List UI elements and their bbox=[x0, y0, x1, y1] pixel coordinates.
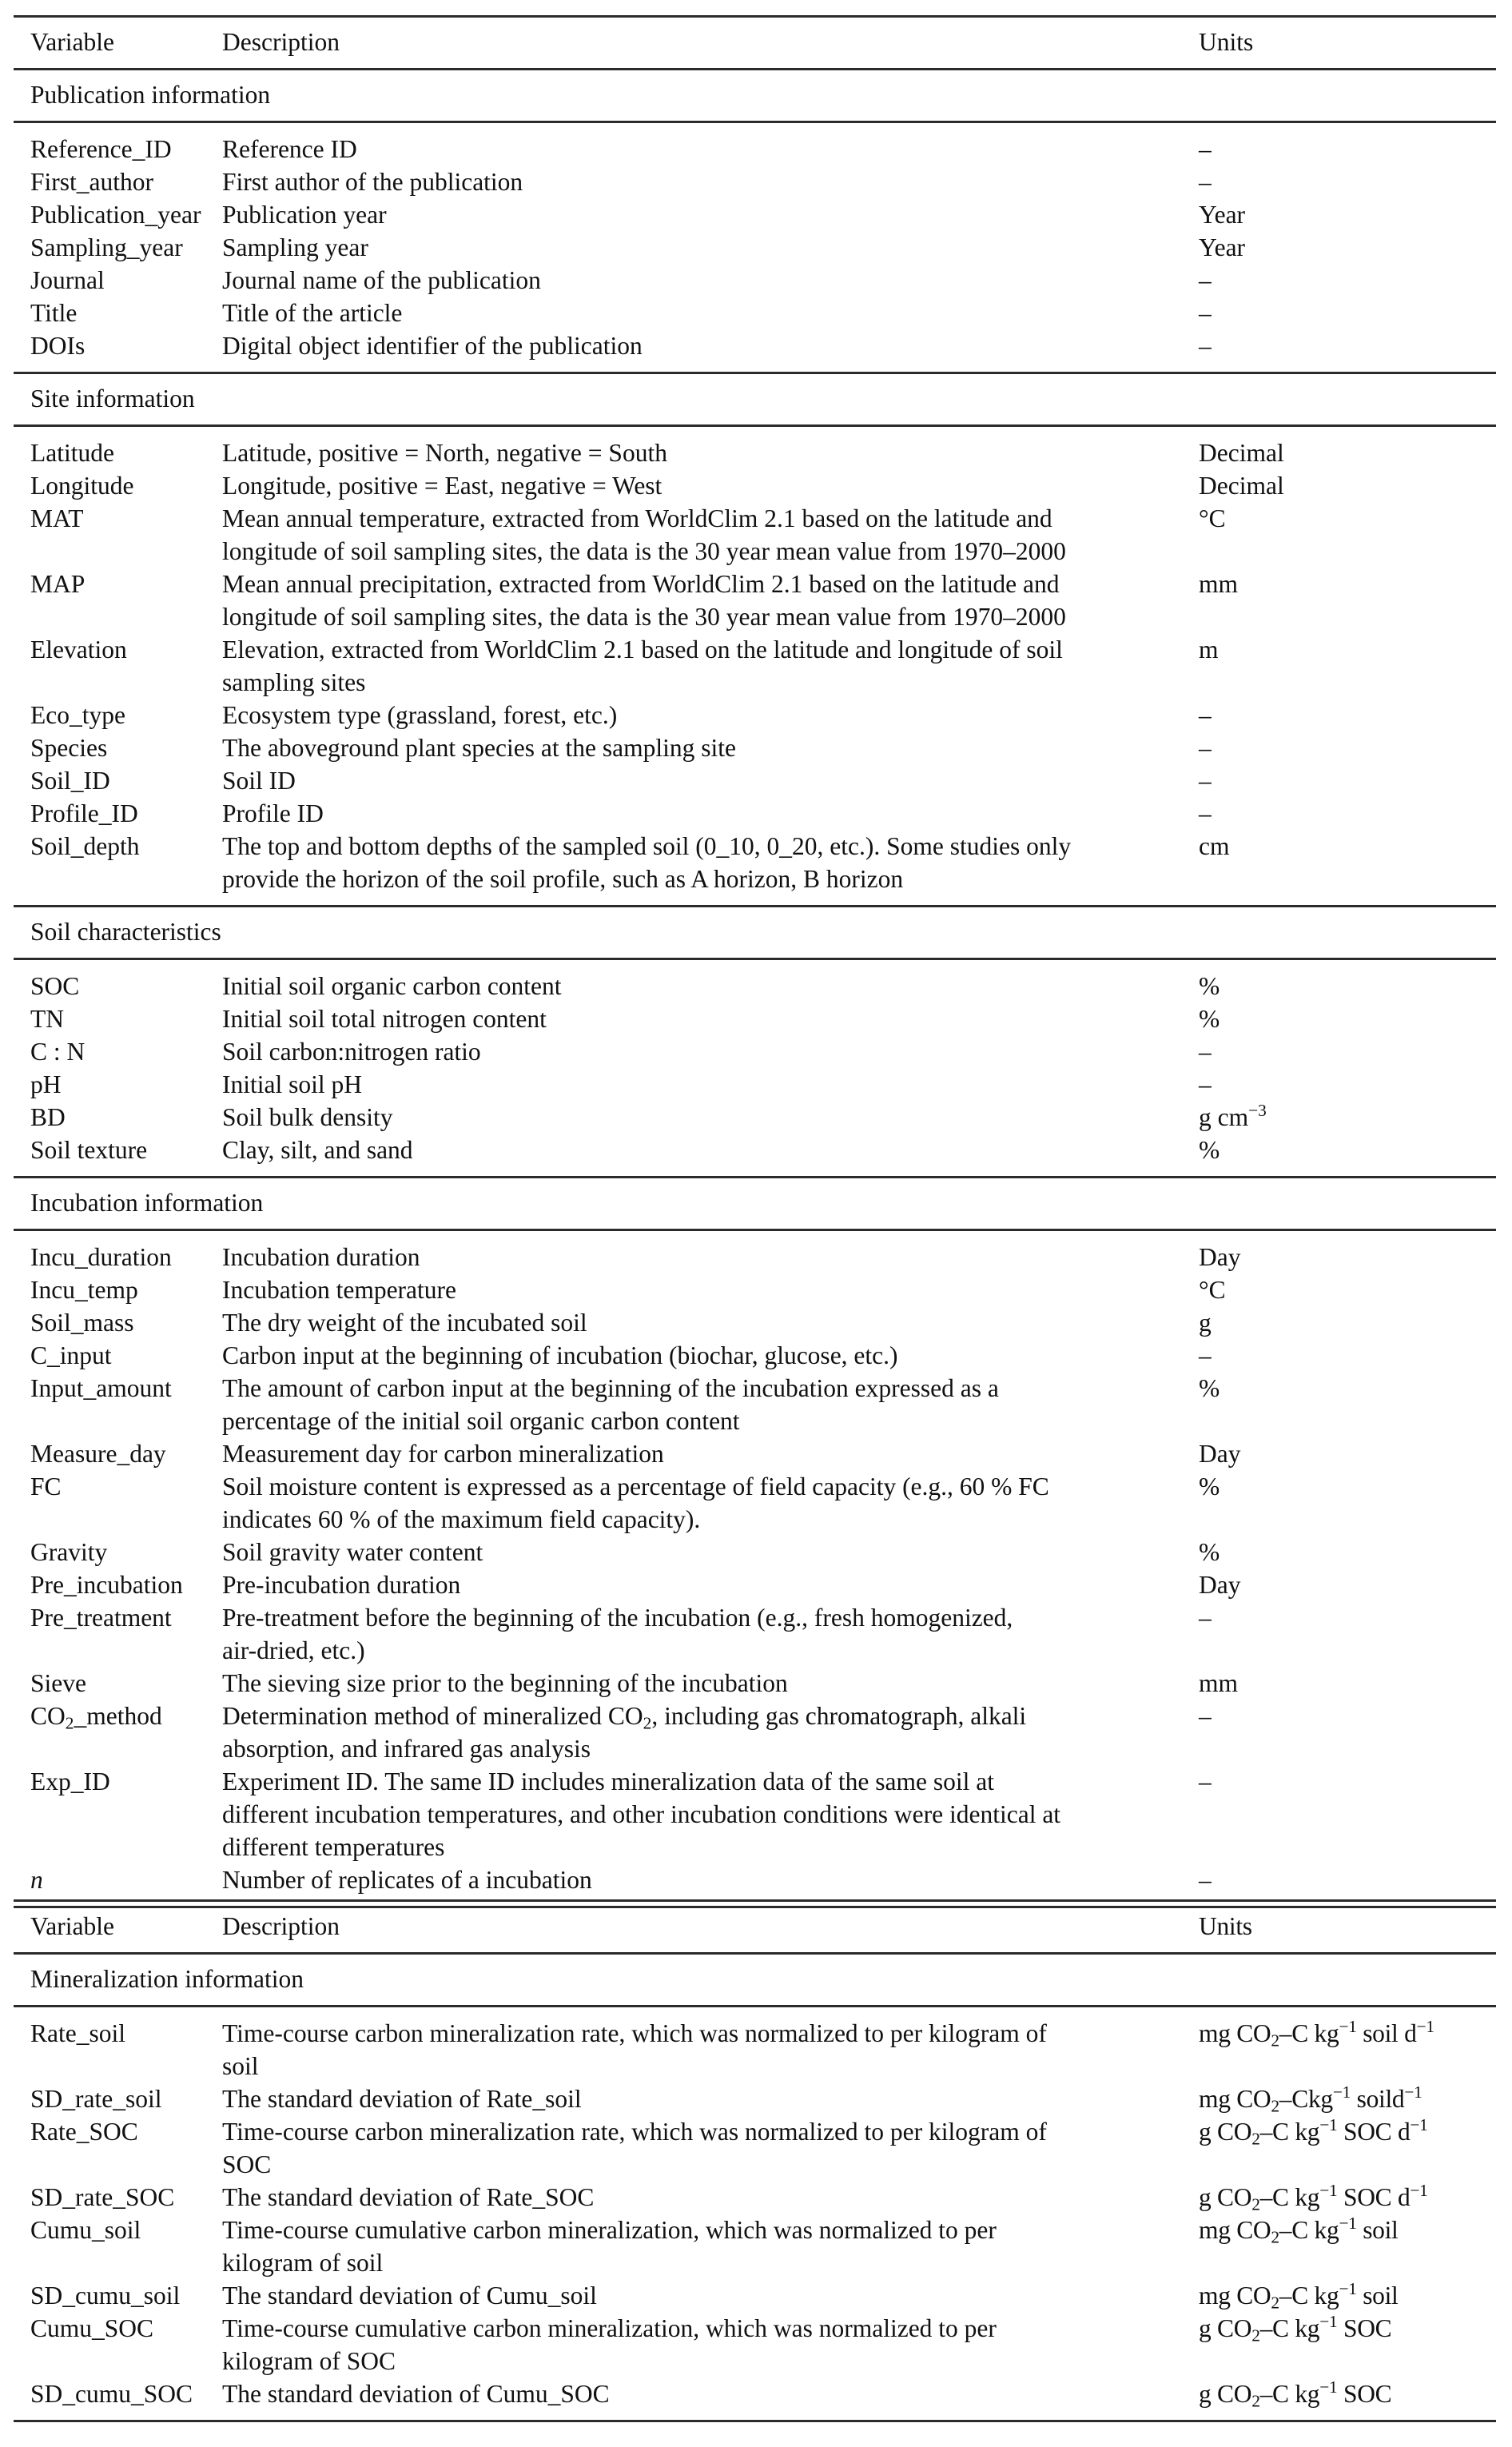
description-line: air-dried, etc.) bbox=[222, 1636, 365, 1664]
units-cell: – bbox=[1199, 135, 1212, 163]
table-row bbox=[14, 1241, 1496, 1273]
header-variable: Variable bbox=[30, 1912, 114, 1940]
section-header-row bbox=[14, 374, 1496, 424]
subscript: 2 bbox=[1271, 2227, 1279, 2247]
description-line: The standard deviation of Cumu_soil bbox=[222, 2282, 597, 2310]
table-row bbox=[14, 329, 1496, 362]
units-cell: % bbox=[1199, 1005, 1220, 1033]
units-cell: m bbox=[1199, 636, 1219, 664]
description-cell bbox=[222, 436, 667, 469]
description-cell bbox=[222, 2115, 1047, 2181]
section-header-row bbox=[14, 907, 1496, 958]
variable-cell: BD bbox=[30, 1103, 66, 1131]
description-line: Ecosystem type (grassland, forest, etc.) bbox=[222, 701, 618, 729]
table-row bbox=[14, 1273, 1496, 1306]
description-line: Reference ID bbox=[222, 135, 357, 163]
description-line: Profile ID bbox=[222, 799, 324, 827]
description-cell bbox=[222, 1568, 460, 1601]
variable-cell: Longitude bbox=[30, 472, 134, 500]
description-cell bbox=[222, 329, 643, 362]
table-row bbox=[14, 2115, 1496, 2181]
units-cell: – bbox=[1199, 1070, 1212, 1098]
section-title: Mineralization information bbox=[30, 1965, 304, 1993]
variable-cell: Input_amount bbox=[30, 1374, 172, 1402]
variable-cell: MAT bbox=[30, 504, 84, 532]
table-row bbox=[14, 1601, 1496, 1667]
variable-cell: Gravity bbox=[30, 1538, 108, 1566]
units-cell: – bbox=[1199, 767, 1212, 795]
section-rows bbox=[14, 2007, 1496, 2420]
description-cell bbox=[222, 1667, 788, 1700]
units-cell: % bbox=[1199, 1538, 1220, 1566]
table-row bbox=[14, 2017, 1496, 2082]
table-row bbox=[14, 830, 1496, 895]
table-row bbox=[14, 1002, 1496, 1035]
units-cell: g $cm^{-3}$ bbox=[1199, 1101, 1267, 1131]
subscript: 2 bbox=[1271, 2293, 1279, 2313]
variable-cell: C_input bbox=[30, 1341, 112, 1369]
description-line: Journal name of the publication bbox=[222, 266, 541, 294]
description-line: Initial soil pH bbox=[222, 1070, 362, 1098]
superscript: −1 bbox=[1319, 2181, 1338, 2201]
description-cell bbox=[222, 633, 1063, 699]
description-cell bbox=[222, 2312, 997, 2377]
description-line: Title of the article bbox=[222, 299, 403, 327]
units-cell: – bbox=[1199, 1341, 1212, 1369]
description-line: The standard deviation of Cumu_SOC bbox=[222, 2380, 610, 2408]
units-cell: – bbox=[1199, 1604, 1212, 1632]
subscript: 2 bbox=[1251, 2391, 1260, 2411]
variable-cell: Elevation bbox=[30, 636, 127, 664]
table-row bbox=[14, 133, 1496, 165]
table-row bbox=[14, 1568, 1496, 1601]
header-description: Description bbox=[222, 28, 340, 56]
units-cell: Day bbox=[1199, 1440, 1241, 1468]
units-cell: °C bbox=[1199, 1276, 1226, 1304]
description-line: The standard deviation of Rate_SOC bbox=[222, 2183, 595, 2211]
variable-cell: Pre_incubation bbox=[30, 1571, 183, 1599]
description-line: Clay, silt, and sand bbox=[222, 1136, 413, 1164]
description-line: Elevation, extracted from WorldClim 2.1 based on the latitude and longitude of soil bbox=[222, 636, 1063, 664]
variable-cell: Soil_depth bbox=[30, 832, 140, 860]
units-cell: Year bbox=[1199, 201, 1246, 229]
units-cell: mm bbox=[1199, 1669, 1239, 1697]
units-cell: g bbox=[1199, 1309, 1212, 1337]
units-cell: % bbox=[1199, 1473, 1220, 1500]
description-cell bbox=[222, 2214, 997, 2279]
table-row bbox=[14, 2377, 1496, 2410]
table-row bbox=[14, 633, 1496, 699]
description-line: Soil ID bbox=[222, 767, 296, 795]
units-cell: mg $CO_2-Ckg^{-1}$ soild$^{-1}$ bbox=[1199, 2082, 1422, 2116]
variable-cell: C : N bbox=[30, 1038, 86, 1066]
description-line: The aboveground plant species at the sampling site bbox=[222, 734, 736, 762]
table-row bbox=[14, 699, 1496, 731]
units-cell: mm bbox=[1199, 570, 1239, 598]
description-cell bbox=[222, 1536, 483, 1568]
units-cell: – bbox=[1199, 299, 1212, 327]
description-line: The standard deviation of Rate_soil bbox=[222, 2085, 582, 2113]
units-cell: cm bbox=[1199, 832, 1230, 860]
table-row bbox=[14, 198, 1496, 231]
superscript: −1 bbox=[1332, 2082, 1351, 2102]
variable-cell: SD_cumu_soil bbox=[30, 2282, 181, 2310]
subscript: 2 bbox=[1271, 2096, 1279, 2116]
table-header-row bbox=[14, 1902, 1496, 1952]
section-title: Soil characteristics bbox=[30, 918, 221, 946]
description-cell bbox=[222, 1134, 413, 1166]
units-cell: – bbox=[1199, 1866, 1212, 1894]
section-header-row bbox=[14, 1178, 1496, 1229]
description-cell bbox=[222, 830, 1071, 895]
units-cell: g $CO_2-C$ $kg^{-1}$ SOC bbox=[1199, 2312, 1392, 2345]
description-line: Incubation temperature bbox=[222, 1276, 456, 1304]
description-line: Mean annual precipitation, extracted from WorldClim 2.1 based on the latitude and bbox=[222, 570, 1060, 598]
variable-cell: Incu_duration bbox=[30, 1243, 172, 1271]
description-cell bbox=[222, 2181, 594, 2214]
description-line: Soil bulk density bbox=[222, 1103, 393, 1131]
table-row bbox=[14, 1470, 1496, 1536]
description-cell bbox=[222, 1035, 481, 1068]
table-row bbox=[14, 469, 1496, 502]
table-row bbox=[14, 797, 1496, 830]
section-rows bbox=[14, 123, 1496, 372]
description-line: Longitude, positive = East, negative = West bbox=[222, 472, 662, 500]
variable-cell: $CO_2\_method$ bbox=[30, 1702, 162, 1733]
table-header-row bbox=[14, 18, 1496, 68]
table-row bbox=[14, 2181, 1496, 2214]
variable-cell: Eco_type bbox=[30, 701, 125, 729]
section-header-row bbox=[14, 1955, 1496, 2005]
section-title: Incubation information bbox=[30, 1189, 264, 1217]
description-line: Carbon input at the beginning of incubation (biochar, glucose, etc.) bbox=[222, 1341, 898, 1369]
description-cell bbox=[222, 1700, 1026, 1765]
section-rows bbox=[14, 960, 1496, 1176]
units-cell: Day bbox=[1199, 1571, 1241, 1599]
description-line: Publication year bbox=[222, 201, 387, 229]
table-row bbox=[14, 568, 1496, 633]
description-cell bbox=[222, 1863, 592, 1896]
header-description: Description bbox=[222, 1912, 340, 1940]
variable-cell: Species bbox=[30, 734, 108, 762]
variable-cell: SOC bbox=[30, 972, 80, 1000]
description-line: different incubation temperatures, and other incubation conditions were identical at bbox=[222, 1800, 1061, 1828]
superscript: −1 bbox=[1319, 2377, 1338, 2397]
table-row bbox=[14, 264, 1496, 297]
description-cell bbox=[222, 469, 662, 502]
table-row bbox=[14, 297, 1496, 329]
variable-cell: Rate_SOC bbox=[30, 2118, 138, 2146]
description-cell bbox=[222, 1437, 664, 1470]
description-cell bbox=[222, 231, 368, 264]
variable-cell: Latitude bbox=[30, 439, 114, 467]
description-line: Pre-treatment before the beginning of the incubation (e.g., fresh homogenized, bbox=[222, 1604, 1013, 1632]
description-line: The top and bottom depths of the sampled soil (0_10, 0_20, etc.). Some studies only bbox=[222, 832, 1072, 860]
description-line: First author of the publication bbox=[222, 168, 523, 196]
description-cell bbox=[222, 2279, 597, 2312]
units-cell: Decimal bbox=[1199, 472, 1284, 500]
units-cell: – bbox=[1199, 266, 1212, 294]
description-line: Pre-incubation duration bbox=[222, 1571, 461, 1599]
variable-cell: Title bbox=[30, 299, 78, 327]
variable-cell: Profile_ID bbox=[30, 799, 138, 827]
units-cell: g $CO_2-C$ $kg^{-1}$ SOC $d^{-1}$ bbox=[1199, 2115, 1428, 2149]
description-cell bbox=[222, 1339, 898, 1372]
description-line: Soil moisture content is expressed as a percentage of field capacity (e.g., 60 % FC bbox=[222, 1473, 1049, 1500]
description-cell bbox=[222, 1601, 1013, 1667]
subscript: 2 bbox=[1251, 2129, 1260, 2149]
variable-cell: Journal bbox=[30, 266, 105, 294]
variable-cell: Rate_soil bbox=[30, 2019, 125, 2047]
variable-cell: n bbox=[30, 1866, 43, 1894]
variable-cell: pH bbox=[30, 1070, 62, 1098]
variable-cell: DOIs bbox=[30, 332, 86, 360]
description-cell bbox=[222, 264, 541, 297]
header-units: Units bbox=[1199, 28, 1254, 56]
description-cell bbox=[222, 1273, 456, 1306]
table-row bbox=[14, 1035, 1496, 1068]
description-line: Time-course cumulative carbon mineralization, which was normalized to per bbox=[222, 2216, 997, 2244]
bottom-rule bbox=[14, 2420, 1496, 2422]
description-line: Time-course cumulative carbon mineralization, which was normalized to per bbox=[222, 2314, 997, 2342]
section-rows bbox=[14, 427, 1496, 905]
variable-cell: Exp_ID bbox=[30, 1767, 110, 1795]
variable-cell: Reference_ID bbox=[30, 135, 172, 163]
description-cell bbox=[222, 297, 402, 329]
table-row bbox=[14, 165, 1496, 198]
table-row bbox=[14, 1101, 1496, 1134]
variable-table-part-1 bbox=[14, 15, 1496, 1908]
variable-cell: Incu_temp bbox=[30, 1276, 138, 1304]
description-cell bbox=[222, 1002, 547, 1035]
table-row bbox=[14, 436, 1496, 469]
superscript: −1 bbox=[1339, 2279, 1357, 2299]
description-line: longitude of soil sampling sites, the data is the 30 year mean value from 1970–2000 bbox=[222, 537, 1066, 565]
description-cell bbox=[222, 731, 736, 764]
description-line: kilogram of soil bbox=[222, 2249, 384, 2277]
description-line: The dry weight of the incubated soil bbox=[222, 1309, 587, 1337]
table-row bbox=[14, 764, 1496, 797]
description-line: Experiment ID. The same ID includes mineralization data of the same soil at bbox=[222, 1767, 994, 1795]
table-row bbox=[14, 1372, 1496, 1437]
units-cell: – bbox=[1199, 799, 1212, 827]
variable-cell: Measure_day bbox=[30, 1440, 166, 1468]
units-cell: Day bbox=[1199, 1243, 1241, 1271]
description-line: Time-course carbon mineralization rate, which was normalized to per kilogram of bbox=[222, 2118, 1047, 2146]
superscript: −1 bbox=[1416, 2017, 1434, 2037]
description-line: indicates 60 % of the maximum field capacity). bbox=[222, 1505, 701, 1533]
description-cell bbox=[222, 970, 562, 1002]
variable-table-part-2 bbox=[14, 1899, 1496, 2422]
description-line: Initial soil total nitrogen content bbox=[222, 1005, 547, 1033]
table-row bbox=[14, 502, 1496, 568]
section-rows bbox=[14, 1231, 1496, 1906]
variable-cell: Soil texture bbox=[30, 1136, 148, 1164]
superscript: −1 bbox=[1410, 2115, 1428, 2135]
description-cell bbox=[222, 699, 617, 731]
superscript: −1 bbox=[1404, 2082, 1422, 2102]
variable-cell: TN bbox=[30, 1005, 64, 1033]
description-line: Number of replicates of a incubation bbox=[222, 1866, 592, 1894]
description-line: longitude of soil sampling sites, the data is the 30 year mean value from 1970–2000 bbox=[222, 603, 1066, 631]
variable-cell: Soil_ID bbox=[30, 767, 110, 795]
description-cell bbox=[222, 1765, 1060, 1863]
variable-cell: MAP bbox=[30, 570, 86, 598]
description-cell bbox=[222, 2377, 610, 2410]
description-line: different temperatures bbox=[222, 1833, 445, 1861]
description-line: Soil gravity water content bbox=[222, 1538, 483, 1566]
superscript: −1 bbox=[1319, 2115, 1338, 2135]
description-cell bbox=[222, 198, 387, 231]
description-line: kilogram of SOC bbox=[222, 2347, 396, 2375]
description-line: Incubation duration bbox=[222, 1243, 420, 1271]
table-body bbox=[14, 70, 1496, 1908]
table-row bbox=[14, 1339, 1496, 1372]
table-row bbox=[14, 1536, 1496, 1568]
units-cell: mg $CO_2-C$ $kg^{-1}$ soil bbox=[1199, 2279, 1399, 2313]
units-cell: % bbox=[1199, 1136, 1220, 1164]
superscript: −1 bbox=[1410, 2181, 1428, 2201]
variable-cell: SD_rate_soil bbox=[30, 2085, 162, 2113]
units-cell: Decimal bbox=[1199, 439, 1284, 467]
units-cell: – bbox=[1199, 734, 1212, 762]
variable-cell: First_author bbox=[30, 168, 153, 196]
superscript: −1 bbox=[1319, 2312, 1338, 2332]
superscript: −1 bbox=[1339, 2214, 1357, 2234]
units-cell: g $CO_2-C$ $kg^{-1}$ SOC bbox=[1199, 2377, 1392, 2411]
variable-cell: SD_cumu_SOC bbox=[30, 2380, 193, 2408]
header-variable: Variable bbox=[30, 28, 114, 56]
description-line: Latitude, positive = North, negative = South bbox=[222, 439, 667, 467]
subscript: 2 bbox=[65, 1713, 74, 1733]
units-cell: – bbox=[1199, 168, 1212, 196]
description-line: Mean annual temperature, extracted from WorldClim 2.1 based on the latitude and bbox=[222, 504, 1052, 532]
description-cell bbox=[222, 502, 1066, 568]
units-cell: mg $CO_2-C$ $kg^{-1}$ soil bbox=[1199, 2214, 1399, 2247]
description-cell bbox=[222, 2082, 582, 2115]
units-cell: % bbox=[1199, 1374, 1220, 1402]
description-cell bbox=[222, 1470, 1049, 1536]
description-line: absorption, and infrared gas analysis bbox=[222, 1735, 591, 1763]
description-cell bbox=[222, 1306, 587, 1339]
units-cell: % bbox=[1199, 972, 1220, 1000]
description-cell bbox=[222, 568, 1066, 633]
table-row bbox=[14, 1765, 1496, 1863]
variable-cell: Cumu_SOC bbox=[30, 2314, 154, 2342]
units-cell: – bbox=[1199, 1767, 1212, 1795]
description-cell bbox=[222, 797, 324, 830]
variable-cell: Cumu_soil bbox=[30, 2216, 141, 2244]
subscript: 2 bbox=[1271, 2031, 1279, 2050]
units-cell: mg $CO_2-C$ $kg^{-1}$ soil $d^{-1}$ bbox=[1199, 2017, 1434, 2050]
section-title: Publication information bbox=[30, 81, 271, 109]
table-row bbox=[14, 1068, 1496, 1101]
description-line: Digital object identifier of the publication bbox=[222, 332, 643, 360]
description-cell bbox=[222, 1241, 420, 1273]
subscript: 2 bbox=[1251, 2194, 1260, 2214]
units-cell: °C bbox=[1199, 504, 1226, 532]
description-cell bbox=[222, 764, 296, 797]
description-cell bbox=[222, 165, 523, 198]
variable-cell: Soil_mass bbox=[30, 1309, 134, 1337]
table-row bbox=[14, 2214, 1496, 2279]
description-cell bbox=[222, 1101, 393, 1134]
description-cell bbox=[222, 133, 357, 165]
description-line: The amount of carbon input at the beginning of the incubation expressed as a bbox=[222, 1374, 999, 1402]
table-row bbox=[14, 2279, 1496, 2312]
table-body bbox=[14, 1955, 1496, 2422]
units-cell: – bbox=[1199, 701, 1212, 729]
description-line: Soil carbon:nitrogen ratio bbox=[222, 1038, 481, 1066]
variable-cell: Sieve bbox=[30, 1669, 86, 1697]
subscript: 2 bbox=[643, 1713, 652, 1733]
units-cell: g $CO_2-C$ $kg^{-1}$ SOC $d^{-1}$ bbox=[1199, 2181, 1428, 2214]
description-line: sampling sites bbox=[222, 668, 366, 696]
variable-cell: Sampling_year bbox=[30, 233, 183, 261]
description-line: Determination method of mineralized $CO_2$, including gas chromatograph, alkali bbox=[222, 1702, 1027, 1733]
description-line: soil bbox=[222, 2052, 259, 2080]
description-line: provide the horizon of the soil profile, such as A horizon, B horizon bbox=[222, 865, 904, 893]
table-row bbox=[14, 731, 1496, 764]
table-row bbox=[14, 1437, 1496, 1470]
units-cell: – bbox=[1199, 1038, 1212, 1066]
section-header-row bbox=[14, 70, 1496, 121]
table-row bbox=[14, 2082, 1496, 2115]
table-row bbox=[14, 2312, 1496, 2377]
table-row bbox=[14, 1863, 1496, 1896]
variable-cell: Publication_year bbox=[30, 201, 201, 229]
table-row bbox=[14, 1667, 1496, 1700]
description-cell bbox=[222, 1068, 362, 1101]
variable-cell: FC bbox=[30, 1473, 62, 1500]
description-line: SOC bbox=[222, 2150, 272, 2178]
subscript: 2 bbox=[1251, 2325, 1260, 2345]
table-row bbox=[14, 1134, 1496, 1166]
header-units: Units bbox=[1199, 1912, 1252, 1940]
description-line: The sieving size prior to the beginning of the incubation bbox=[222, 1669, 788, 1697]
units-cell: – bbox=[1199, 1702, 1212, 1730]
variable-cell: Pre_treatment bbox=[30, 1604, 172, 1632]
superscript: −3 bbox=[1248, 1101, 1267, 1121]
description-line: Sampling year bbox=[222, 233, 368, 261]
section-title: Site information bbox=[30, 385, 195, 412]
description-line: Initial soil organic carbon content bbox=[222, 972, 562, 1000]
table-row bbox=[14, 970, 1496, 1002]
table-row bbox=[14, 1700, 1496, 1765]
description-cell bbox=[222, 1372, 999, 1437]
table-row bbox=[14, 1306, 1496, 1339]
description-line: Measurement day for carbon mineralization bbox=[222, 1440, 664, 1468]
units-cell: – bbox=[1199, 332, 1212, 360]
superscript: −1 bbox=[1339, 2017, 1357, 2037]
units-cell: Year bbox=[1199, 233, 1246, 261]
description-line: Time-course carbon mineralization rate, which was normalized to per kilogram of bbox=[222, 2019, 1047, 2047]
table-row bbox=[14, 231, 1496, 264]
variable-cell: SD_rate_SOC bbox=[30, 2183, 175, 2211]
description-line: percentage of the initial soil organic carbon content bbox=[222, 1407, 740, 1435]
description-cell bbox=[222, 2017, 1047, 2082]
